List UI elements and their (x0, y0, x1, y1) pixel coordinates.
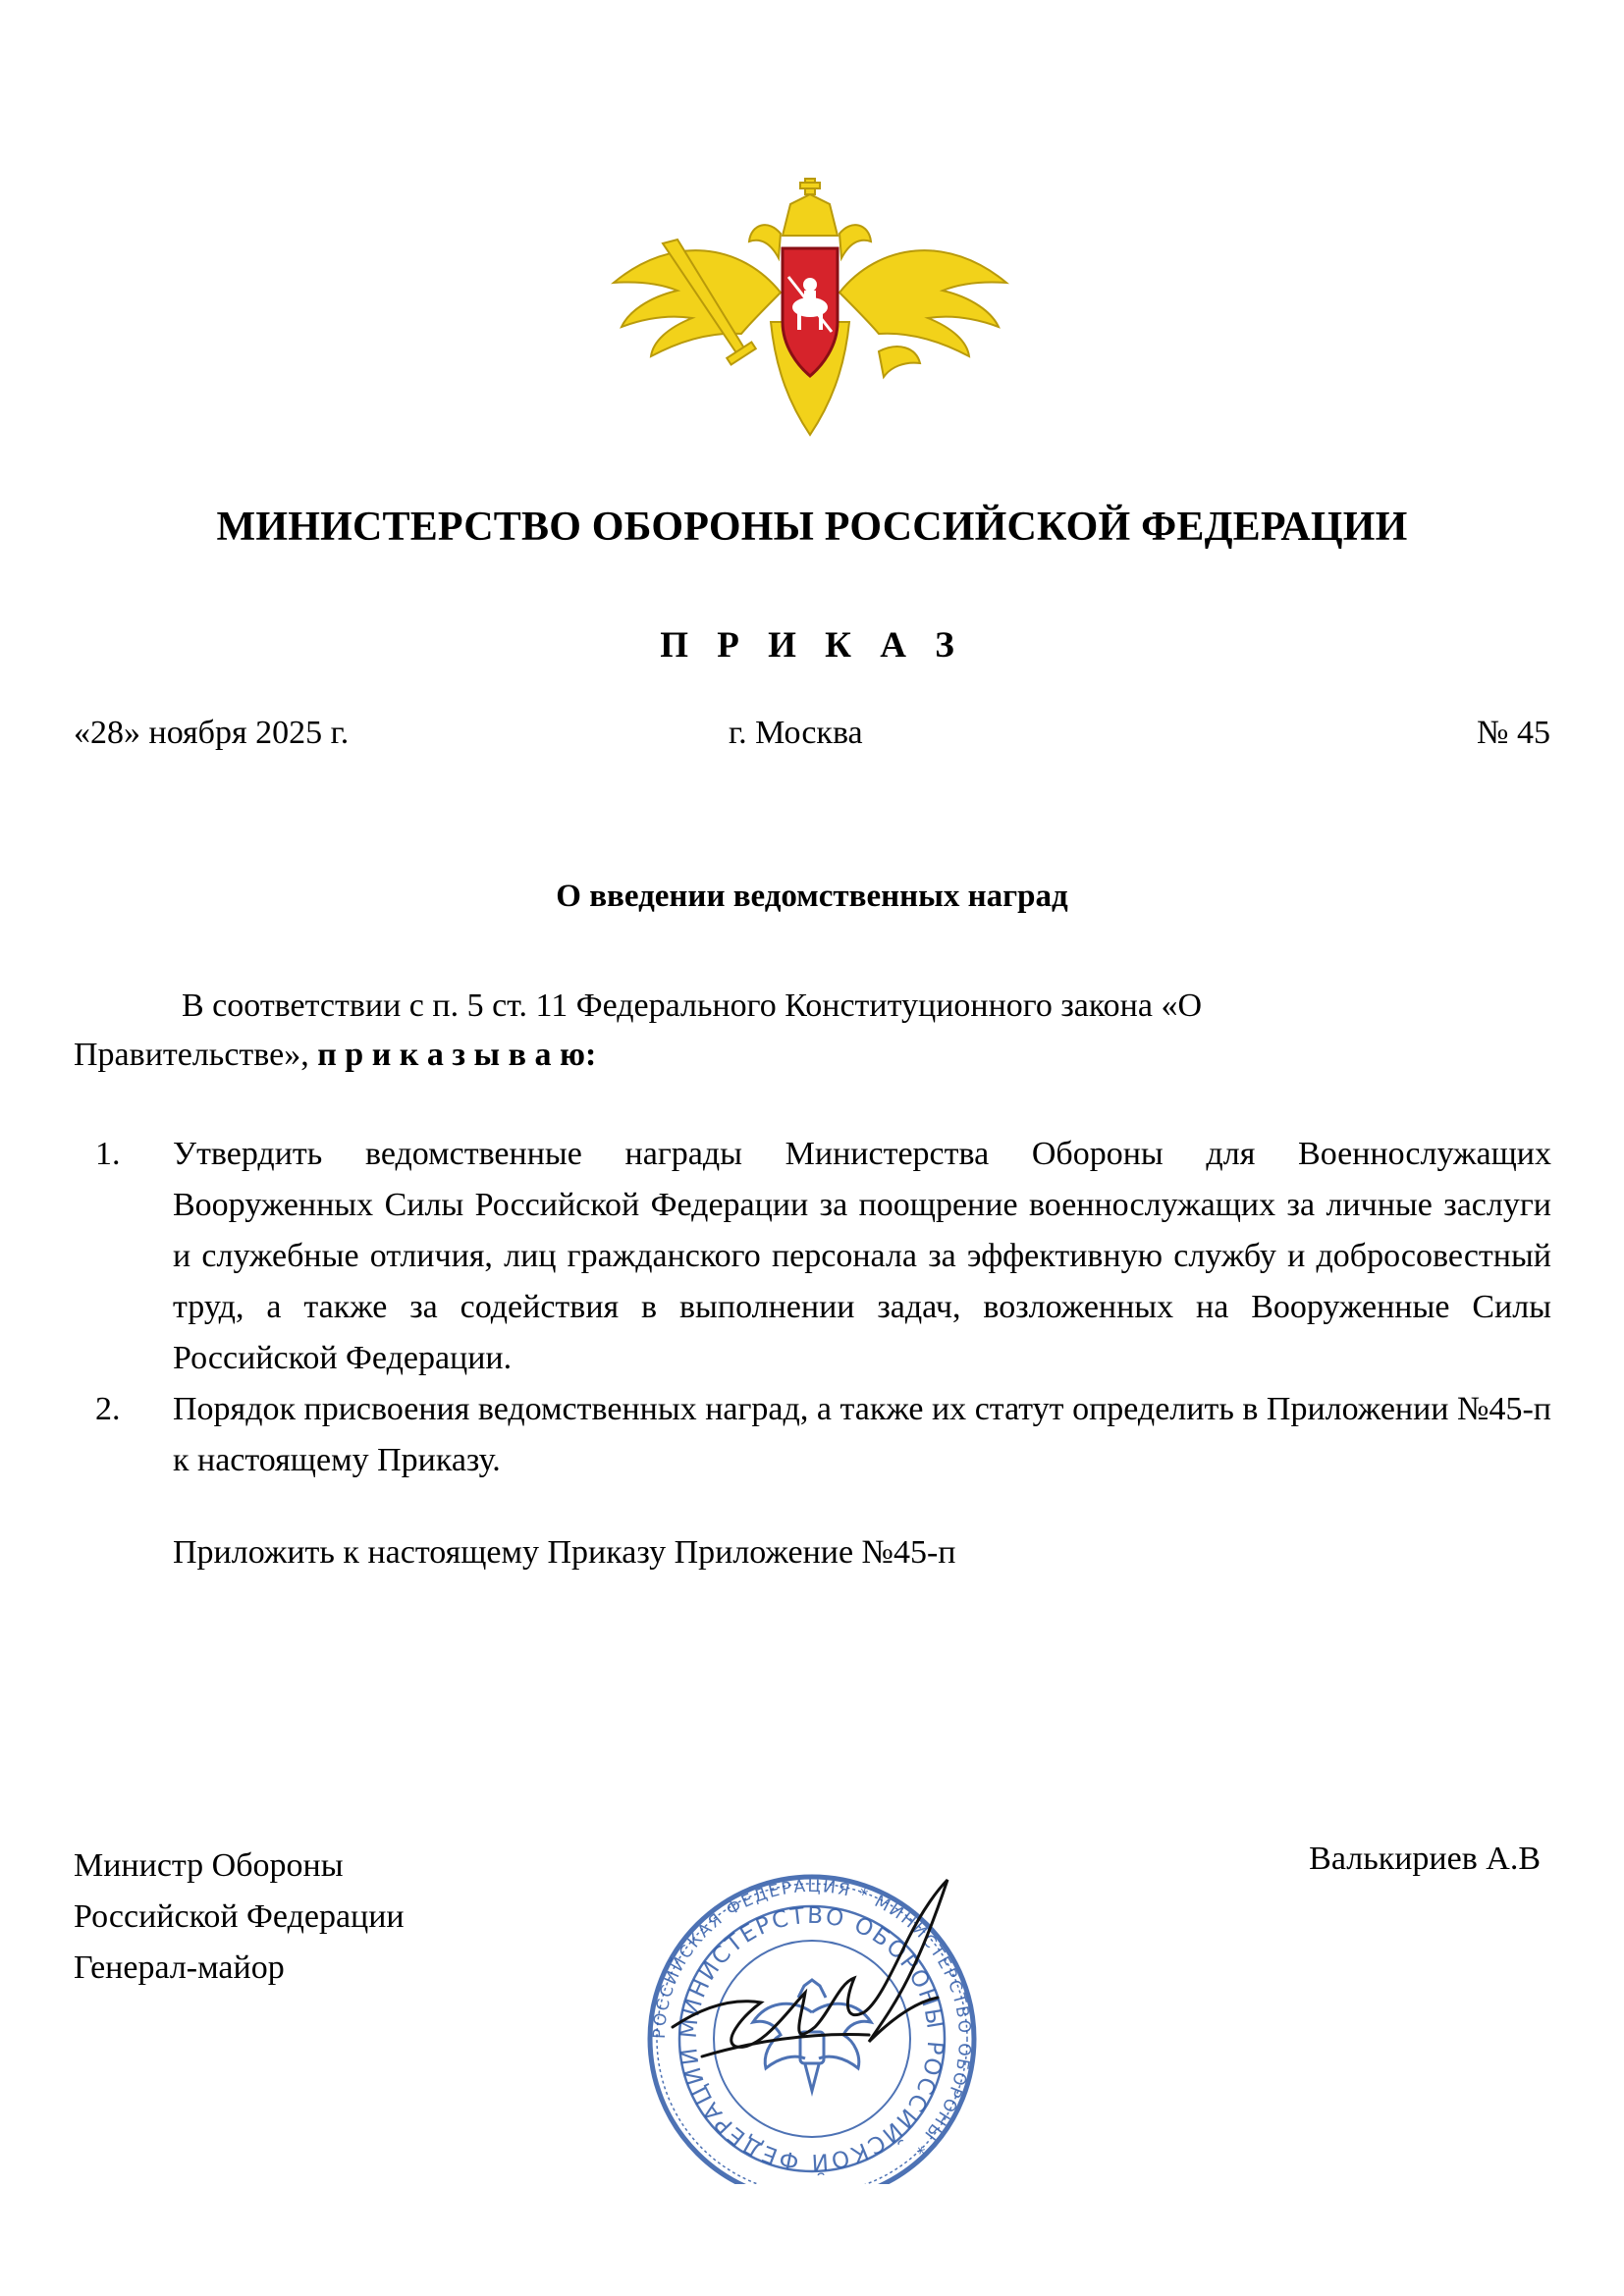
official-seal-icon (643, 1811, 982, 2184)
attachment-note: Приложить к настоящему Приказу Приложение №45-п (173, 1534, 956, 1571)
order-city: г. Москва (729, 715, 863, 751)
order-items (74, 1129, 1551, 1486)
double-headed-eagle-emblem-icon (604, 175, 1016, 442)
preamble-line-1: В соответствии с п. 5 ст. 11 Федерального Конституционного закона «О (182, 988, 1203, 1024)
preamble-line-2 (74, 1031, 1546, 1080)
order-item (74, 1384, 1551, 1486)
seal-inner-text: МИНИСТЕРСТВО ОБОРОНЫ РОССИЙСКОЙ ФЕДЕРАЦИИ (676, 1902, 948, 2175)
order-item-number: 2. (95, 1391, 121, 1427)
order-title: П Р И К А З (660, 625, 964, 666)
order-number: № 45 (1477, 715, 1550, 751)
preamble-line-2-text: Правительстве», (74, 1037, 309, 1073)
order-item (74, 1129, 1551, 1384)
order-item-text: Утвердить ведомственные награды Министерства Обороны для Военнослужащих Вооруженных Силы Российской Федерации за поощрение военнослужащих за личные заслуги и служебные отличия, лиц гражданского персонала за эффективную службу и добросовестный труд, а также за содействия в выполнении задач, возложенных на Вооруженные Силы Российской Федерации. (173, 1136, 1551, 1376)
order-item-text: Порядок присвоения ведомственных наград, а также их статут определить в Приложении №45-п к настоящему Приказу. (173, 1391, 1551, 1478)
signatory-name: Валькириев А.В (1309, 1841, 1541, 1877)
signatory-rank: Генерал-майор (74, 1949, 285, 1986)
order-item-number: 1. (95, 1136, 121, 1172)
order-date: «28» ноября 2025 г. (74, 715, 350, 751)
preamble (74, 982, 1546, 1080)
signatory-block (74, 1841, 405, 1994)
signatory-position-line-2: Российской Федерации (74, 1898, 405, 1935)
order-word: п р и к а з ы в а ю: (317, 1037, 597, 1073)
signatory-position-line-1: Министр Обороны (74, 1847, 344, 1884)
order-subject: О введении ведомственных наград (556, 879, 1068, 914)
ministry-title: МИНИСТЕРСТВО ОБОРОНЫ РОССИЙСКОЙ ФЕДЕРАЦИИ (216, 505, 1408, 550)
seal-outer-text: РОССИЙСКАЯ ФЕДЕРАЦИЯ * МИНИСТЕРСТВО ОБОРОНЫ * (649, 1876, 975, 2160)
